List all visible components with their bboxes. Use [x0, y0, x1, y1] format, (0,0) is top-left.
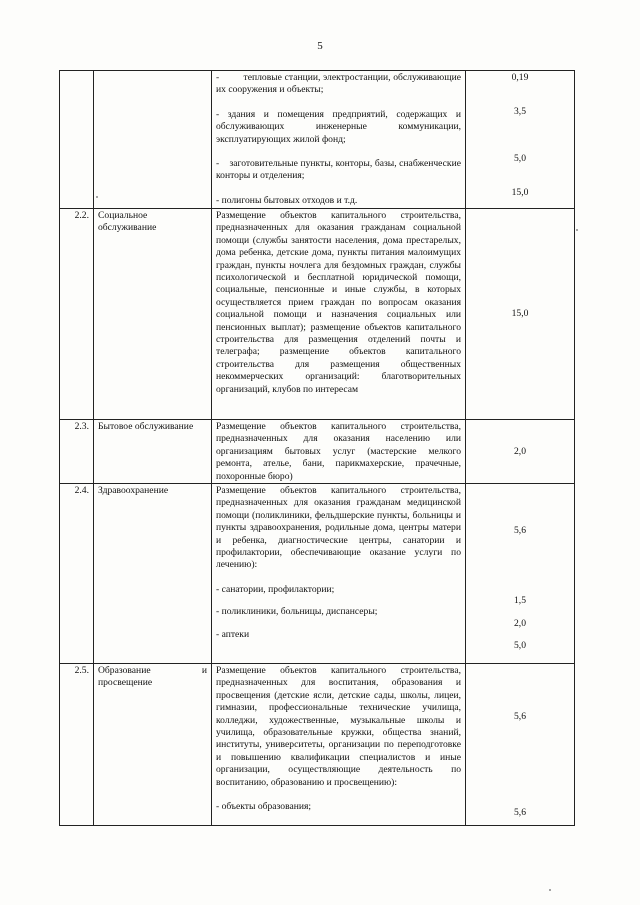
row-name: Бытовое обслуживание [94, 420, 212, 484]
table-row [60, 484, 575, 664]
row-value: 2,0 [466, 420, 575, 484]
scan-speck [96, 196, 98, 198]
row-name-part: Образование [98, 665, 151, 677]
row-description [212, 484, 466, 664]
row-name [94, 664, 212, 826]
table-row [60, 209, 575, 420]
list-item: - объекты образования; [216, 801, 312, 813]
value-cell: 0,19 [511, 72, 529, 83]
row-description [212, 664, 466, 826]
row-value [466, 484, 575, 664]
row-description [212, 71, 466, 209]
row-name [94, 71, 212, 209]
list-item: - аптеки [216, 628, 250, 640]
row-value [466, 71, 575, 209]
table-row [60, 664, 575, 826]
list-item: - поликлиники, больницы, диспансеры; [216, 606, 378, 618]
list-item: - заготовительные пункты, конторы, базы, снабженческие конторы и отделения; [216, 158, 461, 182]
list-item: - тепловые станции, электростанции, обслуживающие их сооружения и объекты; [216, 72, 461, 96]
row-description: Размещение объектов капитального строительства, предназначенных для оказания гражданам социальной помощи (службы занятости населения, дома престарелых, дома ребенка, детские дома, пункты питания малоимущих граждан, пункты ночлега для бездомных граждан, службы психологической и бесплатной юридической помощи, социальные, пенсионные и иные службы, в которых осуществляется прием граждан по вопросам оказания социальной помощи и назначения социальных или пенсионных выплат); размещение объектов капитального строительства для размещения отделений почты и телеграфа; размещение объектов капитального строительства для размещения общественных некоммерческих организаций: благотворительных организаций, клубов по интересам [212, 209, 466, 420]
value-cell: 3,5 [514, 106, 526, 118]
value-cell: 15,0 [511, 187, 529, 199]
value-cell: 1,5 [514, 595, 526, 607]
value-cell: 5,0 [514, 640, 526, 652]
row-value [466, 664, 575, 826]
value-cell: 5,6 [514, 525, 526, 537]
value-cell: 5,0 [514, 152, 526, 164]
row-description-text: Размещение объектов капитального строительства, предназначенных для воспитания, образования и просвещения (детские ясли, детские сады, школы, лицеи, гимназии, профессиональные технические училища, колледжи, художественные, музыкальные школы и училища, образовательные кружки, общества знаний, институты, университеты, организации по переподготовке и повышению квалификации специалистов и иные организации, осуществляющие деятельность по воспитанию, образованию и просвещению): [216, 665, 461, 788]
row-number [60, 71, 94, 209]
row-name: Здравоохранение [94, 484, 212, 664]
table-row [60, 420, 575, 484]
value-cell: 2,0 [514, 617, 526, 629]
land-use-table [59, 70, 575, 826]
value-cell: 5,6 [514, 807, 526, 819]
row-number: 2.5. [60, 664, 94, 826]
row-value: 15,0 [466, 209, 575, 420]
row-name: Социальное обслуживание [94, 209, 212, 420]
scan-speck [576, 229, 578, 231]
page-number: 5 [317, 40, 323, 52]
row-number: 2.3. [60, 420, 94, 484]
scan-speck [549, 889, 551, 891]
row-name-part: просвещение [98, 677, 153, 689]
row-description-text: Размещение объектов капитального строительства, предназначенных для оказания гражданам медицинской помощи (поликлиники, фельдшерские пункты, больницы и пункты здравоохранения, родильные дома, центры матери и ребенка, диагностические центры, санатории и профилактории, обеспечивающие оказание услуги по лечению): [216, 485, 461, 571]
list-item: - полигоны бытовых отходов и т.д. [216, 194, 358, 206]
list-item: - здания и помещения предприятий, содержащих и обслуживающих инженерные коммуникации, эксплуатирующих жилой фонд; [216, 108, 461, 145]
row-number: 2.2. [60, 209, 94, 420]
table-row [60, 71, 575, 209]
row-description: Размещение объектов капитального строительства, предназначенных для оказания населению или организациям бытовых услуг (мастерские мелкого ремонта, ателье, бани, парикмахерские, прачечные, похоронные бюро) [212, 420, 466, 484]
row-number: 2.4. [60, 484, 94, 664]
row-name-part: и [201, 665, 207, 677]
value-cell: 5,6 [514, 711, 526, 723]
list-item: - санатории, профилактории; [216, 583, 335, 595]
